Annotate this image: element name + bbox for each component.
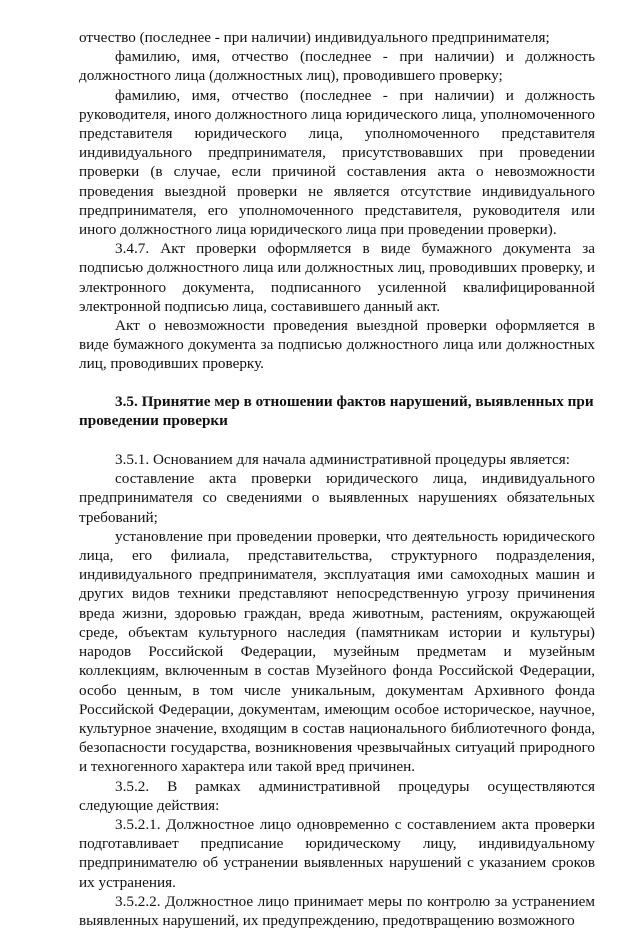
document-page [79,28,595,930]
paragraph-patronymic-continuation: отчество (последнее - при наличии) индивидуального предпринимателя; [79,29,550,46]
paragraph-representative-name: фамилию, имя, отчество (последнее - при наличии) и должность руководителя, иного должностного лица юридического лица, уполномоченного представителя юридического лица, уполномоченного представителя индивидуального предпринимателя, присутствовавших при проведении проверки (в случае, если причиной составления акта о невозможности проведения выездной проверки не является отсутствие индивидуального предпринимателя, его уполномоченного представителя, руководителя или иного должностного лица юридического лица при проведении проверки). [79,86,595,239]
paragraph-3-5-1: 3.5.1. Основанием для начала административной процедуры является: [115,451,570,469]
paragraph-3-5-2-1: 3.5.2.1. Должностное лицо одновременно с составлением акта проверки подготавливает предписание юридическому лицу, индивидуальному предпринимателю об устранении выявленных нарушений с указанием сроков их устранения. [79,815,595,891]
paragraph-impossibility-act: Акт о невозможности проведения выездной проверки оформляется в виде бумажного документа за подписью должностного лица или должностных лиц, проводивших проверку. [79,317,595,373]
section-heading-3-5: 3.5. Принятие мер в отношении фактов нарушений, выявленных при проведении проверки [79,392,594,429]
paragraph-act-drafting: составление акта проверки юридического лица, индивидуального предпринимателя со сведениями о выявленных нарушениях обязательных требований; [79,470,595,526]
paragraph-inspector-name: фамилию, имя, отчество (последнее - при наличии) и должность должностного лица (должностных лиц), проводившего проверку; [79,48,595,85]
paragraph-3-5-2-2: 3.5.2.2. Должностное лицо принимает меры по контролю за устранением выявленных нарушений, их предупреждению, предотвращению возможного [79,892,595,929]
paragraph-threat-establishment: установление при проведении проверки, что деятельность юридического лица, его филиала, представительства, структурного подразделения, индивидуального предпринимателя, эксплуатация ими самоходных машин и других видов техники представляют непосредственную угрозу причинения вреда жизни, здоровью граждан, вреда животным, растениям, окружающей среде, объектам культурного наследия (памятникам истории и культуры) народов Российской Федерации, музейным предметам и музейным коллекциям, включенным в состав Музейного фонда Российской Федерации, особо ценным, в том числе уникальным, документам Архивного фонда Российской Федерации, документам, имеющим особое историческое, научное, культурное значение, входящим в состав национального библиотечного фонда, безопасности государства, возникновения чрезвычайных ситуаций природного и техногенного характера или такой вред причинен. [79,527,595,776]
paragraph-3-5-2: 3.5.2. В рамках административной процедуры осуществляются следующие действия: [79,777,595,814]
paragraph-3-4-7: 3.4.7. Акт проверки оформляется в виде бумажного документа за подписью должностного лица или должностных лиц, проводивших проверку, и электронного документа, подписанного усиленной квалифицированной электронной подписью лица, составившего данный акт. [79,240,595,315]
